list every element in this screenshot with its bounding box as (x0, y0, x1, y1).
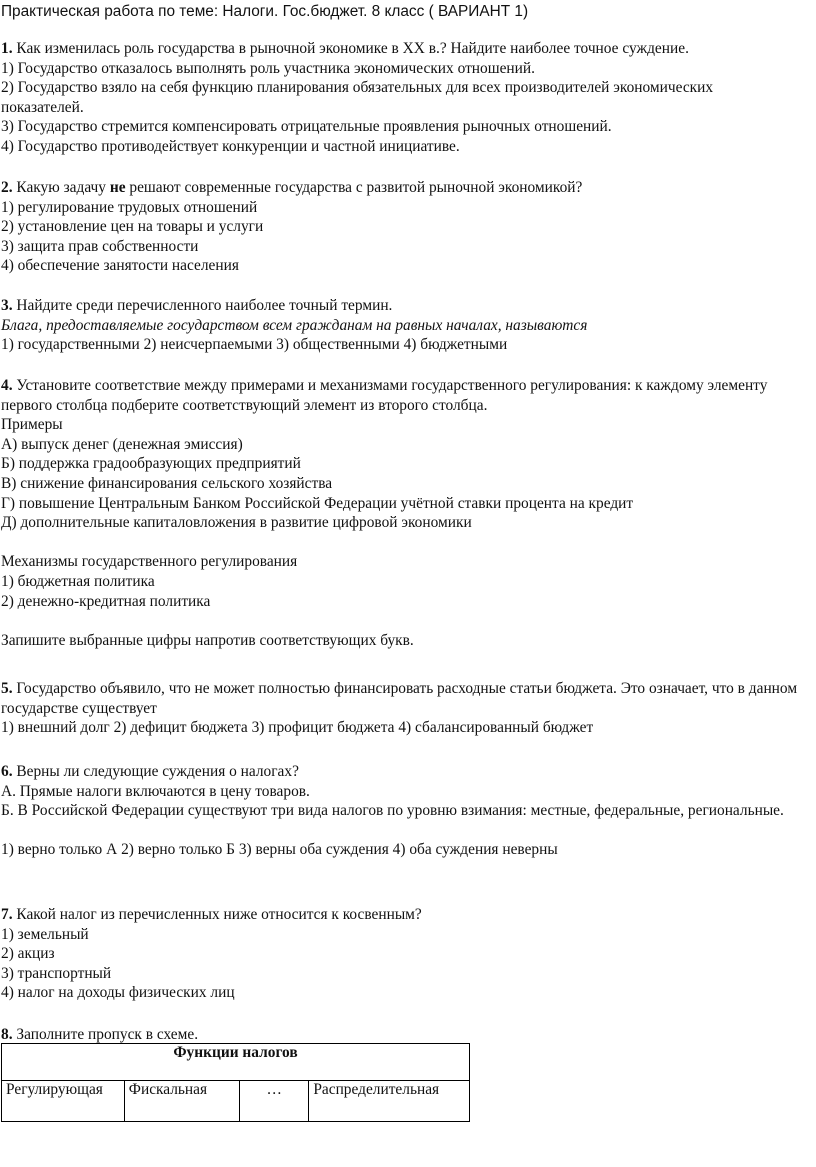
question-5-number: 5. (1, 680, 13, 697)
scheme-cell-distributive: Распределительная (309, 1081, 470, 1122)
question-4 (1, 376, 813, 650)
question-4-text: Установите соответствие между примерами и механизмами государственного регулирования: к каждому элементу первого столбца подберите соответствующий элемент из второго столбца. (1, 377, 768, 414)
question-6 (1, 762, 813, 860)
mechanisms-label: Механизмы государственного регулирования (1, 553, 298, 571)
question-7-text: Какой налог из перечисленных ниже относится к косвенным? (12, 906, 422, 923)
question-7-number: 7. (1, 906, 13, 923)
question-7-option: 2) акциз (1, 945, 55, 963)
question-5-text: Государство объявило, что не может полностью финансировать расходные статьи бюджета. Это означает, что в данном государстве существует (1, 680, 798, 717)
mechanism-item: 1) бюджетная политика (1, 572, 155, 590)
question-4-instruction: Запишите выбранные цифры напротив соответствующих букв. (1, 631, 414, 649)
scheme-cell-blank: … (240, 1081, 309, 1122)
question-1-option: 3) Государство стремится компенсировать отрицательные проявления рыночных отношений. (1, 118, 612, 136)
question-1-option: 2) Государство взяло на себя функцию планирования обязательных для всех производителей экономических (1, 79, 714, 97)
example-item: Б) поддержка градообразующих предприятий (1, 455, 301, 473)
statement-b: Б. В Российской Федерации существуют три вида налогов по уровню взимания: местные, федеральные, региональные. (1, 802, 784, 820)
question-7-option: 1) земельный (1, 925, 89, 943)
question-2 (1, 178, 813, 276)
question-1-option: 4) Государство противодействует конкуренции и частной инициативе. (1, 137, 460, 155)
example-item: В) снижение финансирования сельского хозяйства (1, 474, 333, 492)
question-8-number: 8. (1, 1026, 13, 1043)
question-2-option: 1) регулирование трудовых отношений (1, 198, 258, 216)
question-3-number: 3. (1, 297, 13, 314)
question-6-number: 6. (1, 763, 13, 780)
question-2-text-end: решают современные государства с развитой рыночной экономикой? (125, 179, 583, 196)
question-7-option: 3) транспортный (1, 964, 112, 982)
question-2-text: Какую задачу (12, 179, 110, 196)
question-7-option: 4) налог на доходы физических лиц (1, 984, 235, 1002)
scheme-cell-regulating: Регулирующая (2, 1081, 125, 1122)
question-1-text: Как изменилась роль государства в рыночной экономике в XX в.? Найдите наиболее точное суждение. (12, 40, 689, 57)
question-2-emphasis: не (109, 179, 126, 196)
question-5 (1, 679, 813, 738)
question-2-option: 4) обеспечение занятости населения (1, 257, 239, 275)
question-2-option: 3) защита прав собственности (1, 237, 199, 255)
question-4-number: 4. (1, 377, 13, 394)
tax-functions-scheme (1, 1043, 470, 1122)
examples-label: Примеры (1, 416, 63, 434)
question-1 (1, 39, 813, 157)
question-1-number: 1. (1, 40, 13, 57)
statement-a: А. Прямые налоги включаются в цену товаров. (1, 782, 310, 800)
question-3 (1, 296, 813, 355)
page-title: Практическая работа по теме: Налоги. Гос.бюджет. 8 класс ( ВАРИАНТ 1) (1, 3, 529, 20)
question-2-option: 2) установление цен на товары и услуги (1, 218, 264, 236)
mechanism-item: 2) денежно-кредитная политика (1, 592, 211, 610)
example-item: Д) дополнительные капиталовложения в развитие цифровой экономики (1, 514, 472, 532)
question-3-text: Найдите среди перечисленного наиболее точный термин. (12, 297, 393, 314)
scheme-cell-fiscal: Фискальная (124, 1081, 239, 1122)
question-3-options: 1) государственными 2) неисчерпаемыми 3) общественными 4) бюджетными (1, 336, 508, 354)
question-7 (1, 905, 813, 1003)
question-5-options: 1) внешний долг 2) дефицит бюджета 3) профицит бюджета 4) сбалансированный бюджет (1, 719, 594, 737)
question-6-options: 1) верно только А 2) верно только Б 3) верны оба суждения 4) оба суждения неверны (1, 841, 558, 859)
example-item: А) выпуск денег (денежная эмиссия) (1, 435, 243, 453)
question-8 (1, 1025, 813, 1045)
scheme-header: Функции налогов (2, 1044, 470, 1081)
question-2-number: 2. (1, 179, 13, 196)
question-1-option: показателей. (1, 98, 84, 116)
question-6-text: Верны ли следующие суждения о налогах? (12, 763, 299, 780)
question-3-definition: Блага, предоставляемые государством всем гражданам на равных началах, называются (1, 316, 588, 334)
question-8-text: Заполните пропуск в схеме. (12, 1026, 199, 1043)
question-1-option: 1) Государство отказалось выполнять роль участника экономических отношений. (1, 59, 535, 77)
example-item: Г) повышение Центральным Банком Российской Федерации учётной ставки процента на кредит (1, 494, 634, 512)
